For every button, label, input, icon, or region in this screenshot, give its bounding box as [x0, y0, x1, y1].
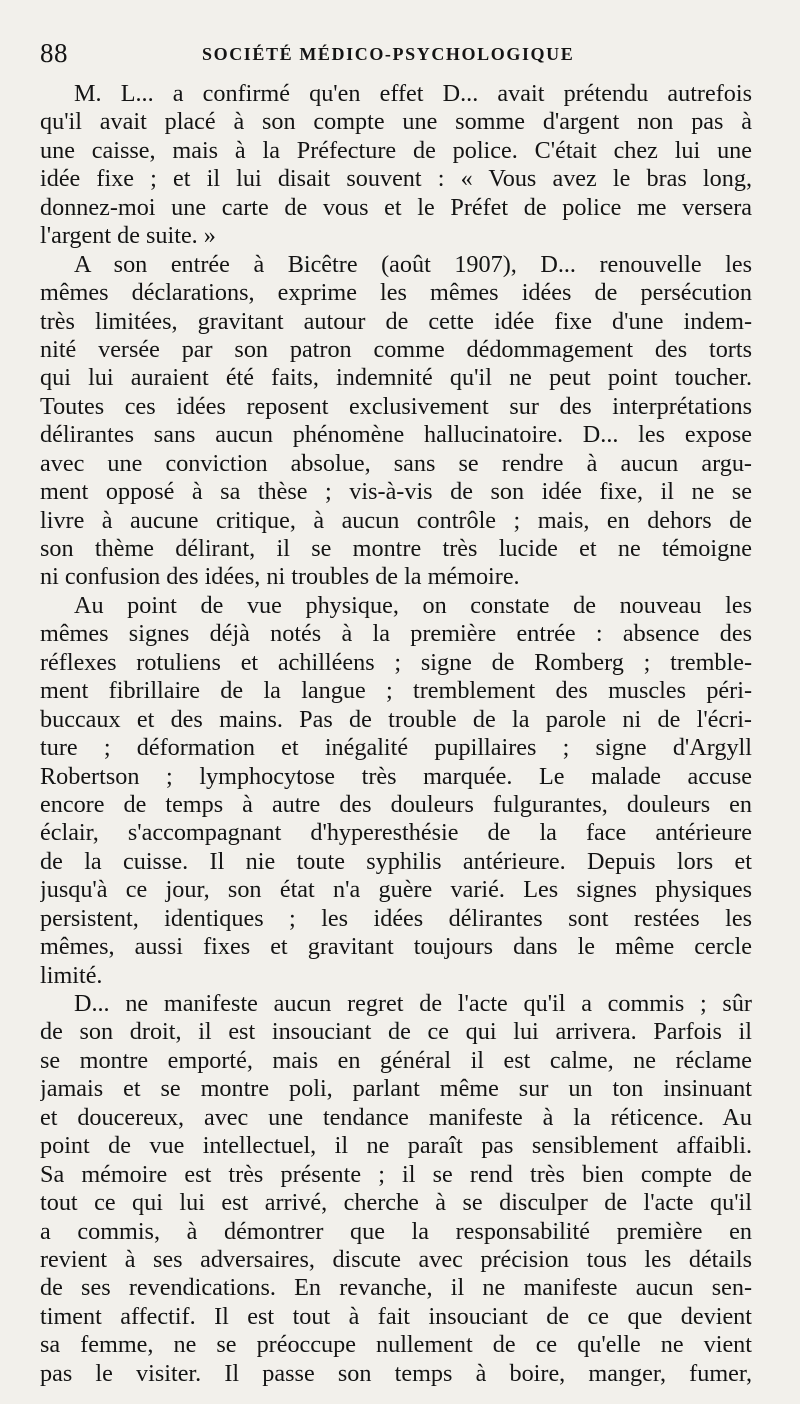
text-line: revient à ses adversaires, discute avec précision tous les détails: [40, 1245, 752, 1273]
text-line: mêmes, aussi fixes et gravitant toujours dans le même cercle: [40, 933, 752, 961]
text-line: avec une conviction absolue, sans se rendre à aucun argu-: [40, 449, 752, 477]
text-line: Toutes ces idées reposent exclusivement sur des interprétations: [40, 392, 752, 420]
text-line: livre à aucune critique, à aucun contrôle ; mais, en dehors de: [40, 506, 752, 534]
text-line: une caisse, mais à la Préfecture de police. C'était chez lui une: [40, 136, 752, 164]
text-line: se montre emporté, mais en général il est calme, ne réclame: [40, 1046, 752, 1074]
text-line: de ses revendications. En revanche, il ne manifeste aucun sen-: [40, 1274, 752, 1302]
text-line: délirantes sans aucun phénomène hallucinatoire. D... les expose: [40, 421, 752, 449]
running-head: [40, 34, 752, 80]
text-line: réflexes rotuliens et achilléens ; signe de Romberg ; tremble-: [40, 648, 752, 676]
text-line: jamais et se montre poli, parlant même sur un ton insinuant: [40, 1075, 752, 1103]
text-line: Sa mémoire est très présente ; il se rend très bien compte de: [40, 1160, 752, 1188]
text-line: mêmes signes déjà notés à la première entrée : absence des: [40, 620, 752, 648]
text-line: mêmes déclarations, exprime les mêmes idées de persécution: [40, 279, 752, 307]
text-line: Au point de vue physique, on constate de nouveau les: [74, 591, 752, 619]
text-line: D... ne manifeste aucun regret de l'acte qu'il a commis ; sûr: [74, 990, 752, 1017]
text-line: très limitées, gravitant autour de cette idée fixe d'une indem-: [40, 307, 752, 335]
text-line: qu'il avait placé à son compte une somme d'argent non pas à: [40, 108, 752, 136]
text-line: ni confusion des idées, ni troubles de la mémoire.: [40, 563, 520, 591]
page-number: 88: [40, 38, 68, 68]
text-line: pas le visiter. Il passe son temps à boire, manger, fumer,: [40, 1359, 752, 1387]
text-line: M. L... a confirmé qu'en effet D... avait prétendu autrefois: [74, 80, 752, 107]
text-line: son thème délirant, il se montre très lucide et ne témoigne: [40, 535, 752, 562]
text-line: Robertson ; lymphocytose très marquée. Le malade accuse: [40, 762, 752, 790]
text-line: qui lui auraient été faits, indemnité qu'il ne peut point toucher.: [40, 364, 752, 392]
text-line: timent affectif. Il est tout à fait insouciant de ce que devient: [40, 1302, 752, 1330]
text-line: sa femme, ne se préoccupe nullement de ce qu'elle ne vient: [40, 1331, 752, 1359]
text-line: de la cuisse. Il nie toute syphilis antérieure. Depuis lors et: [40, 847, 752, 875]
text-line: persistent, identiques ; les idées délirantes sont restées les: [40, 904, 752, 932]
text-line: nité versée par son patron comme dédommagement des torts: [40, 335, 752, 363]
body-text: [40, 80, 752, 1388]
text-line: buccaux et des mains. Pas de trouble de la parole ni de l'écri-: [40, 705, 752, 733]
text-line: jusqu'à ce jour, son état n'a guère varié. Les signes physiques: [40, 876, 752, 904]
text-line: ture ; déformation et inégalité pupillaires ; signe d'Argyll: [40, 734, 752, 762]
text-line: limité.: [40, 961, 103, 989]
text-line: et doucereux, avec une tendance manifeste à la réticence. Au: [40, 1103, 752, 1131]
text-line: point de vue intellectuel, il ne paraît pas sensiblement affaibli.: [40, 1132, 752, 1160]
text-line: ment fibrillaire de la langue ; tremblement des muscles péri-: [40, 677, 752, 705]
text-line: ment opposé à sa thèse ; vis-à-vis de son idée fixe, il ne se: [40, 478, 752, 506]
text-line: idée fixe ; et il lui disait souvent : « Vous avez le bras long,: [40, 165, 752, 193]
text-line: éclair, s'accompagnant d'hyperesthésie de la face antérieure: [40, 819, 752, 847]
running-title: SOCIÉTÉ MÉDICO-PSYCHOLOGIQUE: [202, 44, 575, 64]
text-line: a commis, à démontrer que la responsabilité première en: [40, 1217, 752, 1245]
text-line: l'argent de suite. »: [40, 222, 216, 250]
text-line: tout ce qui lui est arrivé, cherche à se disculper de l'acte qu'il: [40, 1189, 752, 1217]
text-line: donnez-moi une carte de vous et le Préfet de police me versera: [40, 193, 752, 221]
text-line: encore de temps à autre des douleurs fulgurantes, douleurs en: [40, 790, 752, 818]
text-line: A son entrée à Bicêtre (août 1907), D... renouvelle les: [74, 250, 752, 278]
text-line: de son droit, il est insouciant de ce qui lui arrivera. Parfois il: [40, 1018, 752, 1046]
